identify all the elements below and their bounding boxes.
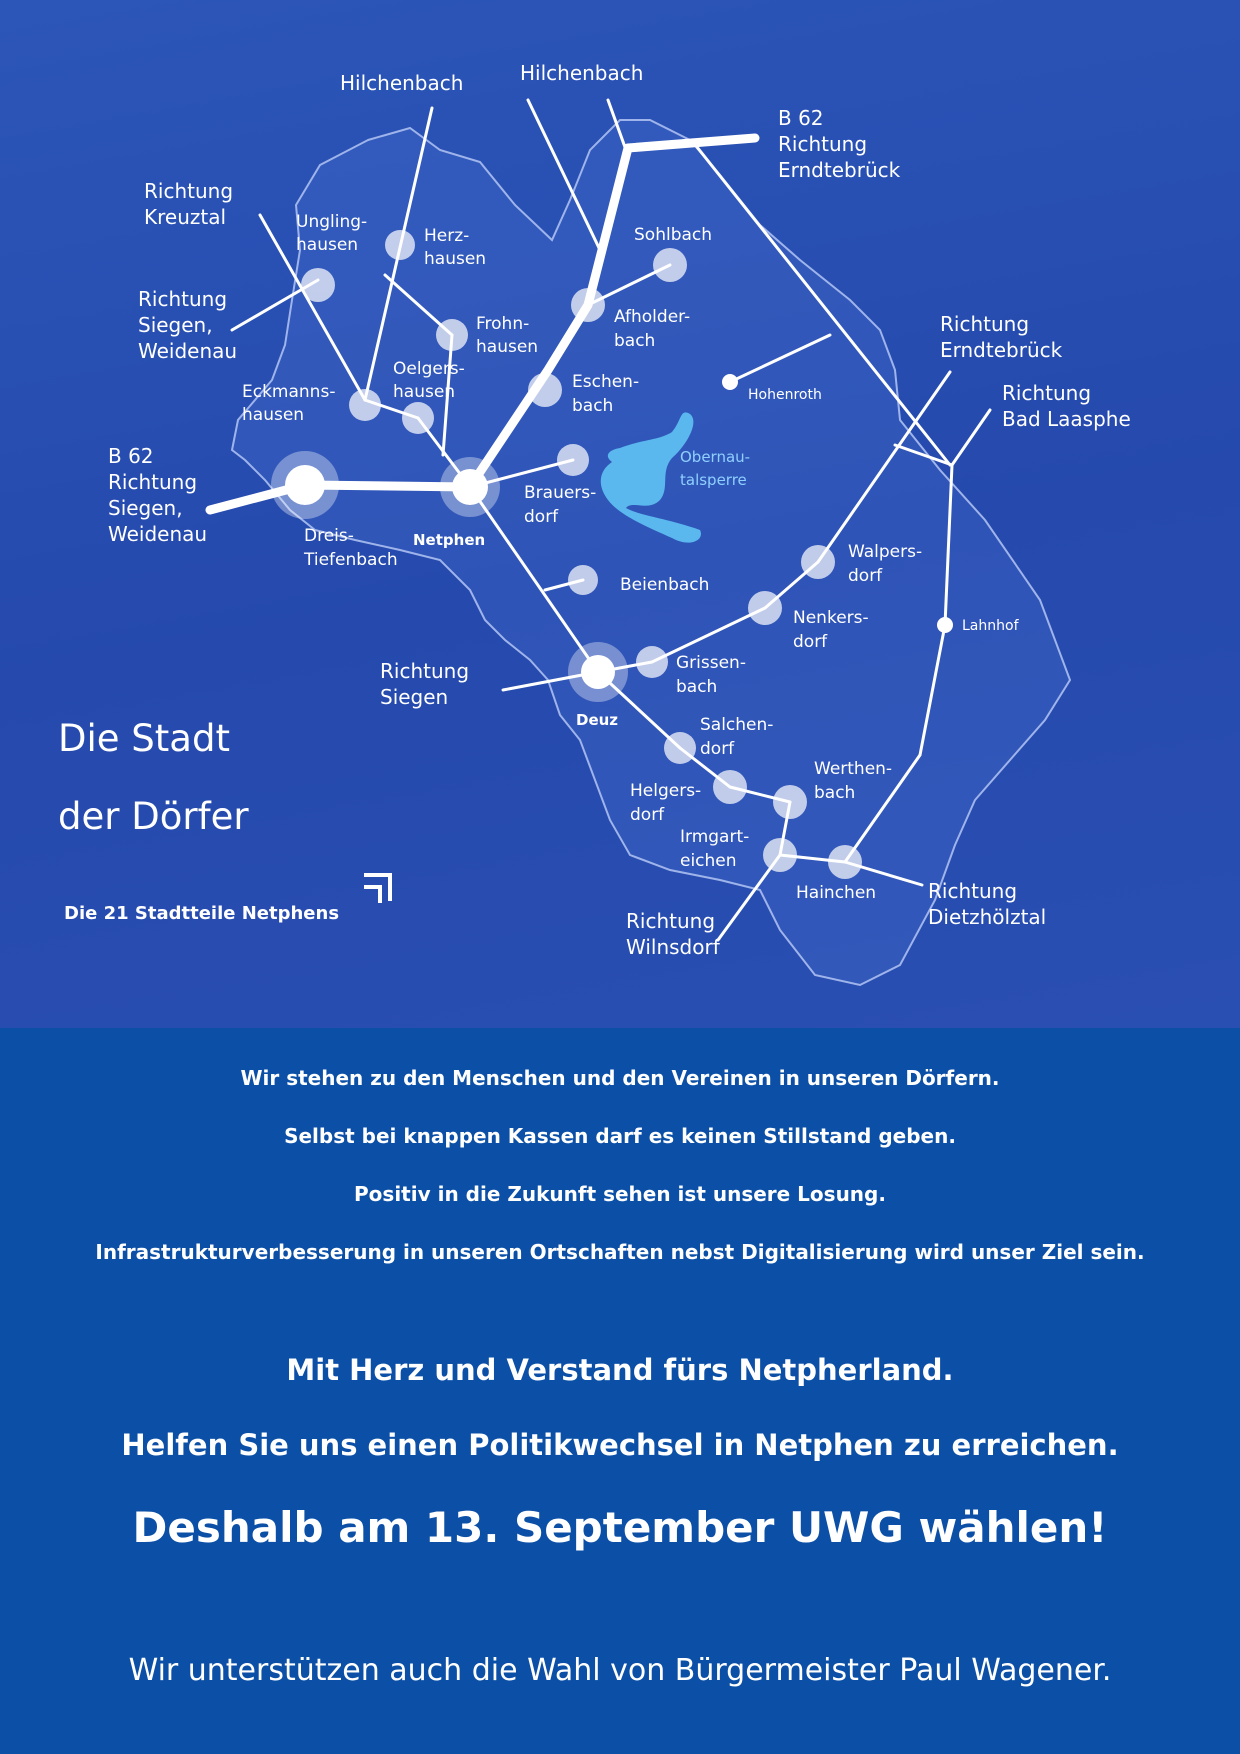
label-bad-laasphe: Richtung Bad Laasphe	[1002, 381, 1131, 431]
road-bad-laasphe	[952, 410, 990, 465]
node-eschenbach	[528, 373, 562, 407]
side-title-line-2: der Dörfer	[58, 795, 249, 838]
district-caption: Die 21 Stadtteile Netphens	[64, 903, 340, 924]
label-b62-west: B 62 Richtung Siegen, Weidenau	[108, 444, 208, 546]
label-walpersdorf: Walpers- dorf	[848, 542, 923, 586]
node-hainchen	[828, 845, 862, 879]
label-eckmannshausen: Eckmanns- hausen	[242, 382, 336, 425]
map-side-title	[58, 700, 249, 856]
node-nenkersdorf	[748, 591, 782, 625]
node-brauersdorf	[557, 444, 589, 476]
node-netphen	[452, 469, 488, 505]
message-panel	[0, 1028, 1240, 1754]
label-b62-east: B 62 Richtung Erndtebrück	[778, 106, 901, 182]
label-hainchen: Hainchen	[796, 883, 877, 903]
label-siegen-weidenau: Richtung Siegen, Weidenau	[138, 287, 238, 363]
message-line-3: Positiv in die Zukunft sehen ist unsere Losung.	[354, 1182, 886, 1206]
label-herzhausen: Herz- hausen	[424, 226, 487, 269]
label-dreis-tiefenbach: Dreis- Tiefenbach	[304, 526, 398, 570]
label-hohenroth: Hohenroth	[748, 387, 822, 403]
node-helgersdorf	[713, 770, 747, 804]
label-eschenbach: Eschen- bach	[572, 372, 640, 416]
message-line-2: Selbst bei knappen Kassen darf es keinen Stillstand geben.	[284, 1124, 956, 1148]
label-netphen: Netphen	[413, 531, 486, 549]
node-grissenbach	[636, 646, 668, 678]
label-beienbach: Beienbach	[620, 575, 710, 595]
label-oelgershausen: Oelgers- hausen	[393, 359, 465, 402]
node-salchendorf	[664, 732, 696, 764]
slogan-line-1: Mit Herz und Verstand fürs Netpherland.	[286, 1353, 954, 1387]
node-frohnhausen	[436, 319, 468, 351]
node-dreis-tiefenbach	[285, 465, 325, 505]
node-oelgershausen	[402, 402, 434, 434]
node-hohenroth	[722, 374, 738, 390]
message-line-4: Infrastrukturverbesserung in unseren Ortschaften nebst Digitalisierung wird unser Ziel sein.	[95, 1240, 1145, 1264]
node-werthenbach	[773, 785, 807, 819]
message-line-1: Wir stehen zu den Menschen und den Vereinen in unseren Dörfern.	[240, 1066, 1000, 1090]
node-unglinghausen	[301, 268, 335, 302]
node-eckmannshausen	[349, 389, 381, 421]
label-werthenbach: Werthen- bach	[814, 759, 893, 803]
label-grissenbach: Grissen- bach	[676, 653, 746, 697]
label-hilchenbach-west: Hilchenbach	[340, 71, 464, 95]
node-afholderbach	[571, 288, 605, 322]
label-salchendorf: Salchen- dorf	[700, 715, 774, 759]
label-frohnhausen: Frohn- hausen	[476, 314, 539, 357]
label-erndtebrueck: Richtung Erndtebrück	[940, 312, 1063, 362]
node-deuz	[581, 655, 615, 689]
node-irmgarteichen	[763, 838, 797, 872]
label-unglinghausen: Ungling- hausen	[296, 212, 368, 255]
label-siegen: Richtung Siegen	[380, 659, 470, 709]
label-lahnhof: Lahnhof	[962, 618, 1019, 634]
label-brauersdorf: Brauers- dorf	[524, 483, 597, 527]
node-beienbach	[568, 565, 598, 595]
label-irmgarteichen: Irmgart- eichen	[680, 827, 750, 871]
label-kreuztal: Richtung Kreuztal	[144, 179, 234, 229]
side-title-line-1: Die Stadt	[58, 717, 230, 760]
election-call: Deshalb am 13. September UWG wählen!	[132, 1503, 1108, 1552]
label-sohlbach: Sohlbach	[634, 225, 713, 245]
node-herzhausen	[385, 230, 415, 260]
double-arrow-icon	[364, 875, 390, 903]
footer-line: Wir unterstützen auch die Wahl von Bürgermeister Paul Wagener.	[128, 1653, 1112, 1688]
node-walpersdorf	[801, 545, 835, 579]
label-dietzhoelztal: Richtung Dietzhölztal	[928, 879, 1047, 929]
label-nenkersdorf: Nenkers- dorf	[793, 608, 869, 652]
label-afholderbach: Afholder- bach	[614, 307, 691, 351]
slogan-line-2: Helfen Sie uns einen Politikwechsel in Netphen zu erreichen.	[121, 1428, 1119, 1462]
label-helgersdorf: Helgers- dorf	[630, 781, 702, 825]
label-obernautalsperre: Obernau- talsperre	[680, 448, 751, 489]
label-hilchenbach-east: Hilchenbach	[520, 61, 644, 85]
node-sohlbach	[653, 248, 687, 282]
label-wilnsdorf: Richtung Wilnsdorf	[626, 909, 720, 959]
label-deuz: Deuz	[576, 711, 619, 729]
node-lahnhof	[937, 617, 953, 633]
